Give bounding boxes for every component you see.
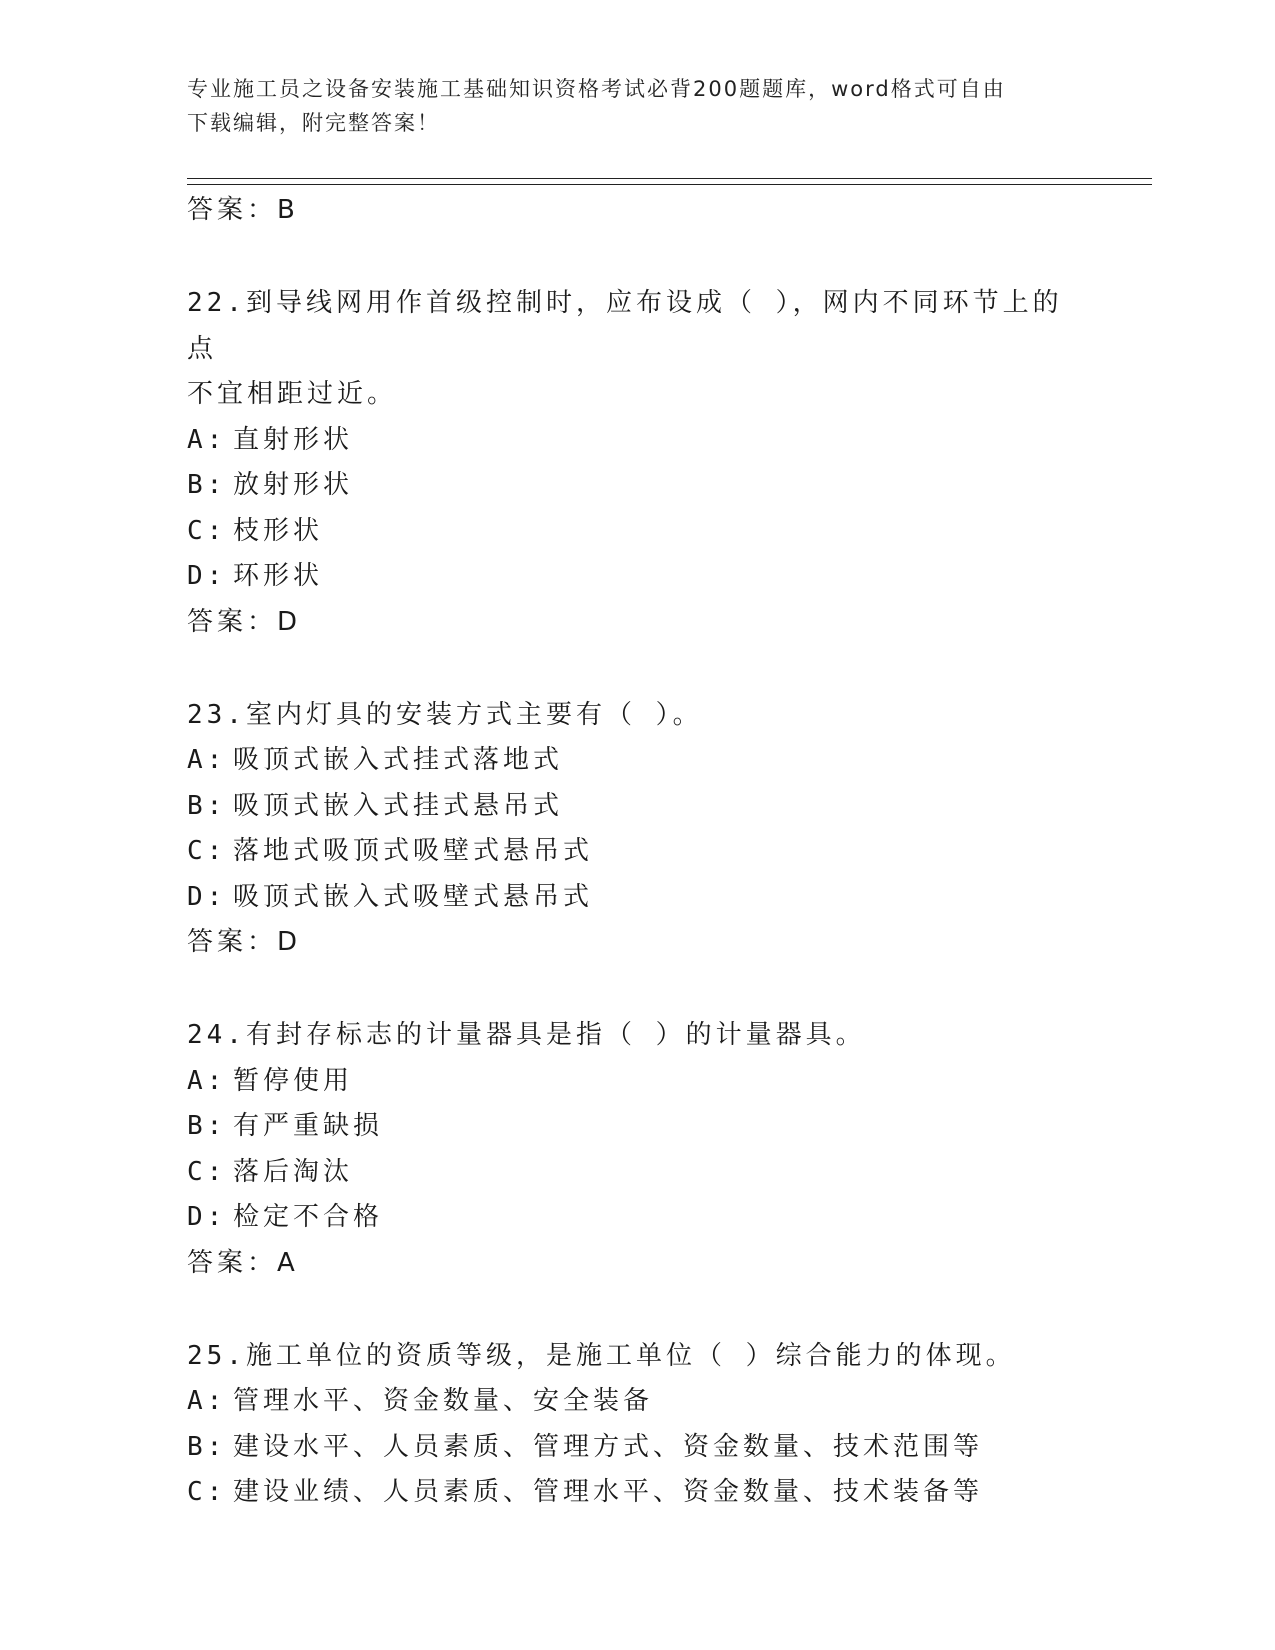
option-letter: D: bbox=[187, 1202, 227, 1232]
option-text: 有严重缺损 bbox=[233, 1111, 384, 1141]
option-text: 枝形状 bbox=[233, 515, 324, 546]
option-d bbox=[187, 875, 1147, 921]
option-b bbox=[187, 1425, 1147, 1471]
question-23 bbox=[187, 693, 1147, 965]
option-b bbox=[187, 463, 1147, 509]
question-stem: 有封存标志的计量器具是指（ ）的计量器具。 bbox=[245, 1020, 866, 1050]
option-letter: B: bbox=[187, 1111, 227, 1141]
option-text: 环形状 bbox=[233, 561, 324, 591]
option-a bbox=[187, 1379, 1147, 1425]
option-text: 吸顶式嵌入式挂式悬吊式 bbox=[233, 790, 564, 821]
answer-line: 答案：D bbox=[187, 606, 302, 637]
question-number: 23. bbox=[187, 699, 246, 730]
document-header bbox=[187, 72, 1067, 140]
option-letter: D: bbox=[187, 561, 227, 591]
previous-answer: 答案：B bbox=[187, 195, 299, 225]
question-25 bbox=[187, 1334, 1147, 1516]
question-22 bbox=[187, 281, 1147, 644]
option-letter: C: bbox=[187, 836, 227, 866]
answer-line: 答案：D bbox=[187, 927, 302, 957]
option-b bbox=[187, 784, 1147, 830]
question-number: 24. bbox=[187, 1020, 246, 1050]
question-text bbox=[187, 693, 1067, 739]
option-letter: B: bbox=[187, 790, 227, 821]
option-text: 放射形状 bbox=[233, 470, 354, 500]
option-text: 建设水平、人员素质、管理方式、资金数量、技术范围等 bbox=[233, 1431, 984, 1462]
option-letter: D: bbox=[187, 881, 227, 912]
header-line-1: 专业施工员之设备安装施工基础知识资格考试必背200题题库，word格式可自由 bbox=[187, 77, 1006, 101]
header-divider-bottom bbox=[187, 184, 1152, 185]
header-divider-top bbox=[187, 178, 1152, 179]
question-text bbox=[187, 281, 1067, 372]
option-b bbox=[187, 1104, 1147, 1150]
option-text: 检定不合格 bbox=[233, 1202, 384, 1232]
option-letter: C: bbox=[187, 1477, 227, 1507]
option-text: 暂停使用 bbox=[233, 1065, 354, 1096]
option-c bbox=[187, 509, 1147, 555]
option-d bbox=[187, 554, 1147, 600]
question-text-continued: 不宜相距过近。 bbox=[187, 379, 398, 409]
option-a bbox=[187, 1059, 1147, 1105]
question-text bbox=[187, 1334, 1067, 1380]
option-d bbox=[187, 1195, 1147, 1241]
option-text: 吸顶式嵌入式挂式落地式 bbox=[233, 745, 564, 775]
option-c bbox=[187, 829, 1147, 875]
answer-line: 答案：A bbox=[187, 1247, 299, 1278]
question-stem: 到导线网用作首级控制时，应布设成（ ），网内不同环节上的点 bbox=[187, 288, 1063, 364]
header-line-2: 下载编辑，附完整答案！ bbox=[187, 111, 440, 135]
option-a bbox=[187, 738, 1147, 784]
option-letter: A: bbox=[187, 1386, 227, 1416]
option-c bbox=[187, 1150, 1147, 1196]
option-letter: A: bbox=[187, 1065, 227, 1096]
question-stem: 室内灯具的安装方式主要有（ ）。 bbox=[245, 699, 703, 730]
option-letter: C: bbox=[187, 1156, 227, 1187]
question-list bbox=[187, 188, 1147, 1516]
option-letter: B: bbox=[187, 470, 227, 500]
question-24 bbox=[187, 1013, 1147, 1285]
option-letter: A: bbox=[187, 424, 227, 455]
option-c bbox=[187, 1470, 1147, 1516]
option-letter: A: bbox=[187, 745, 227, 775]
option-text: 落地式吸顶式吸壁式悬吊式 bbox=[233, 836, 594, 866]
option-text: 管理水平、资金数量、安全装备 bbox=[233, 1386, 654, 1416]
option-text: 建设业绩、人员素质、管理水平、资金数量、技术装备等 bbox=[233, 1477, 984, 1507]
option-letter: B: bbox=[187, 1431, 227, 1462]
option-a bbox=[187, 418, 1147, 464]
option-text: 直射形状 bbox=[233, 424, 354, 455]
question-number: 25. bbox=[187, 1340, 246, 1371]
option-letter: C: bbox=[187, 515, 227, 546]
question-number: 22. bbox=[187, 288, 246, 318]
option-text: 吸顶式嵌入式吸壁式悬吊式 bbox=[233, 881, 594, 912]
option-text: 落后淘汰 bbox=[233, 1156, 354, 1187]
question-stem: 施工单位的资质等级，是施工单位（ ）综合能力的体现。 bbox=[245, 1340, 1016, 1371]
question-text bbox=[187, 1013, 1067, 1059]
